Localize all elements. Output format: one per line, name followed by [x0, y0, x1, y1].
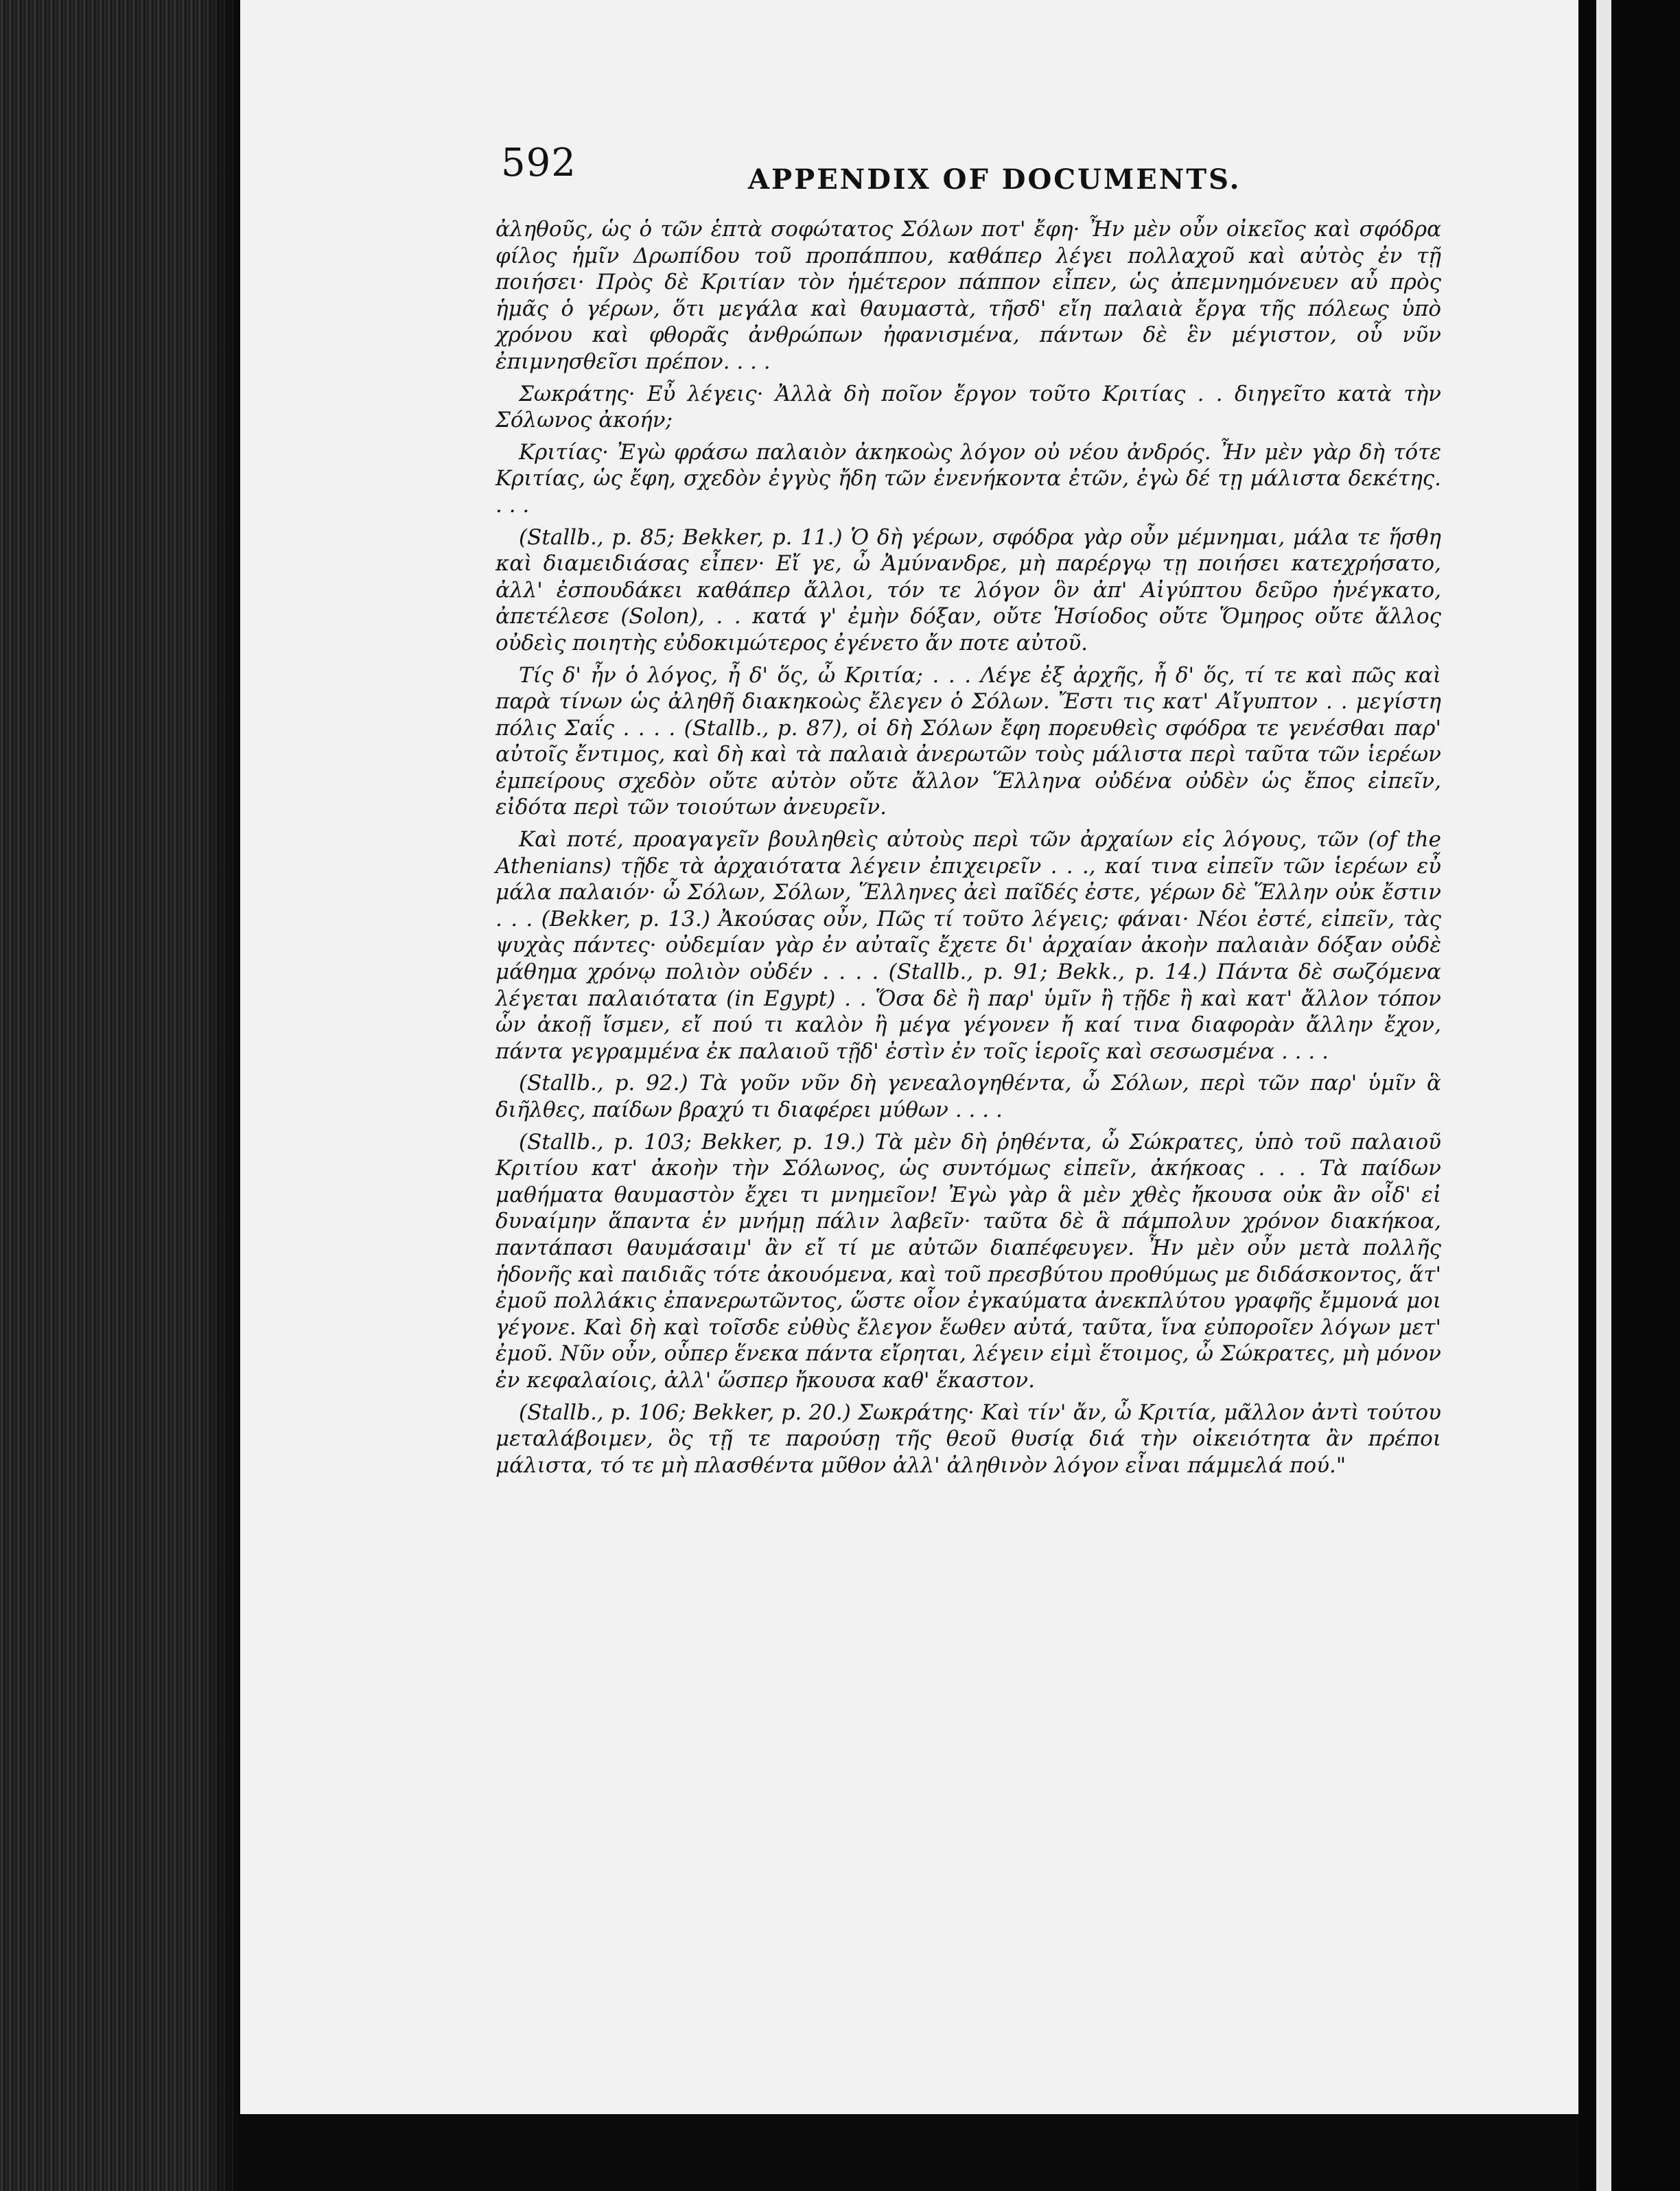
right-margin-dark [1578, 0, 1680, 2191]
adjacent-page-edge [1596, 0, 1611, 2191]
gutter-shadow [199, 0, 240, 2191]
paragraph: ἀληθοῦς, ὡς ὁ τῶν ἑπτὰ σοφώτατος Σόλων ποτ' ἔφη· Ἦν μὲν οὖν οἰκεῖος καὶ σφόδρα φίλος ἡμῖν Δρωπίδου τοῦ προπάππου, καθάπερ λέγει πολλαχοῦ καὶ αὐτὸς ἐν τῇ ποιήσει· Πρὸς δὲ Κριτίαν τὸν ἡμέτερον πάππον εἶπεν, ὡς ἀπεμνημόνευεν αὖ πρὸς ἡμᾶς ὁ γέρων, ὅτι μεγάλα καὶ θαυμαστὰ, τῆσδ' εἴη παλαιὰ ἔργα τῆς πόλεως ὑπὸ χρόνου καὶ φθορᾶς ἀνθρώπων ἠφανισμένα, πάντων δὲ ἓν μέγιστον, οὗ νῦν ἐπιμνησθεῖσι πρέπον. . . . [495, 217, 1441, 374]
paragraph: (Stallb., p. 106; Bekker, p. 20.) Σωκράτης· Καὶ τίν' ἄν, ὦ Κριτία, μᾶλλον ἀντὶ τούτου μεταλάβοιμεν, ὃς τῇ τε παρούσῃ τῆς θεοῦ θυσίᾳ διά τὴν οἰκειότητα ἂν πρέποι μάλιστα, τό τε μὴ πλασθέντα μῦθον ἀλλ' ἀληθινὸν λόγον εἶναι πάμμελά πού." [495, 1400, 1441, 1478]
paragraph: Καὶ ποτέ, προαγαγεῖν βουληθεὶς αὐτοὺς περὶ τῶν ἀρχαίων εἰς λόγους, τῶν (of the Athenians) τῇδε τὰ ἀρχαιότατα λέγειν ἐπιχειρεῖν . . ., καί τινα εἰπεῖν τῶν ἱερέων εὖ μάλα παλαιόν· ὦ Σόλων, Σόλων, Ἕλληνες ἀεὶ παῖδές ἐστε, γέρων δὲ Ἕλλην οὐκ ἔστιν . . . (Bekker, p. 13.) Ἀκούσας οὖν, Πῶς τί τοῦτο λέγεις; φάναι· Νέοι ἐστέ, εἰπεῖν, τὰς ψυχὰς πάντες· οὐδεμίαν γὰρ ἐν αὐταῖς ἔχετε δι' ἀρχαίαν ἀκοὴν παλαιὰν δόξαν οὐδὲ μάθημα χρόνῳ πολιὸν οὐδέν . . . . (Stallb., p. 91; Bekk., p. 14.) Πάντα δὲ σωζόμενα λέγεται παλαιότατα (in Egypt) . . Ὅσα δὲ ἢ παρ' ὑμῖν ἢ τῇδε ἢ καὶ κατ' ἄλλον τόπον ὧν ἀκοῇ ἴσμεν, εἴ πού τι καλὸν ἢ μέγα γέγονεν ἤ καί τινα διαφορὰν ἄλλην ἔχον, πάντα γεγραμμένα ἐκ παλαιοῦ τῇδ' ἐστὶν ἐν τοῖς ἱεροῖς καὶ σεσωσμένα . . . . [495, 827, 1441, 1064]
body-text [495, 216, 1441, 1479]
paragraph: Σωκράτης· Εὖ λέγεις· Ἀλλὰ δὴ ποῖον ἔργον τοῦτο Κριτίας . . διηγεῖτο κατὰ τὴν Σόλωνος ἀκοήν; [495, 381, 1441, 433]
paragraph: (Stallb., p. 92.) Τὰ γοῦν νῦν δὴ γενεαλογηθέντα, ὦ Σόλων, περὶ τῶν παρ' ὑμῖν ἃ διῆλθες, παίδων βραχύ τι διαφέρει μύθων . . . . [495, 1071, 1441, 1122]
paragraph: Τίς δ' ἦν ὁ λόγος, ἦ δ' ὅς, ὦ Κριτία; . . . Λέγε ἐξ ἀρχῆς, ἦ δ' ὅς, τί τε καὶ πῶς καὶ παρὰ τίνων ὡς ἀληθῆ διακηκοὼς ἔλεγεν ὁ Σόλων. Ἔστι τις κατ' Αἴγυπτον . . μεγίστη πόλις Σαΐς . . . . (Stallb., p. 87), οἱ δὴ Σόλων ἔφη πορευθεὶς σφόδρα τε γενέσθαι παρ' αὐτοῖς ἔντιμος, καὶ δὴ καὶ τὰ παλαιὰ ἀνερωτῶν τοὺς μάλιστα περὶ ταῦτα τῶν ἱερέων ἐμπείρους σχεδὸν οὔτε αὐτὸν οὔτε ἄλλον Ἕλληνα οὐδένα οὐδὲν ὡς ἔπος εἰπεῖν, εἰδότα περὶ τῶν τοιούτων ἀνευρεῖν. [495, 662, 1441, 820]
paragraph: (Stallb., p. 103; Bekker, p. 19.) Τὰ μὲν δὴ ῥηθέντα, ὦ Σώκρατες, ὑπὸ τοῦ παλαιοῦ Κριτίου κατ' ἀκοὴν τὴν Σόλωνος, ὡς συντόμως εἰπεῖν, ἀκήκοας . . . Τὰ παίδων μαθήματα θαυμαστὸν ἔχει τι μνημεῖον! Ἐγὼ γὰρ ἃ μὲν χθὲς ἤκουσα οὐκ ἂν οἶδ' εἰ δυναίμην ἅπαντα ἐν μνήμῃ πάλιν λαβεῖν· ταῦτα δὲ ἃ πάμπολυν χρόνον διακήκοα, παντάπασι θαυμάσαιμ' ἂν εἴ τί με αὐτῶν διαπέφευγεν. Ἦν μὲν οὖν μετὰ πολλῆς ἡδονῆς καὶ παιδιᾶς τότε ἀκουόμενα, καὶ τοῦ πρεσβύτου προθύμως με διδάσκοντος, ἅτ' ἐμοῦ πολλάκις ἐπανερωτῶντος, ὥστε οἷον ἐγκαύματα ἀνεκπλύτου γραφῆς ἔμμονά μοι γέγονε. Καὶ δὴ καὶ τοῖσδε εὐθὺς ἔλεγον ἕωθεν αὐτά, ταῦτα, ἵνα εὐποροῖεν λόγων μετ' ἐμοῦ. Νῦν οὖν, οὗπερ ἕνεκα πάντα εἴρηται, λέγειν εἰμὶ ἕτοιμος, ὦ Σώκρατες, μὴ μόνον ἐν κεφαλαίοις, ἀλλ' ὥσπερ ἤκουσα καθ' ἕκαστον. [495, 1129, 1441, 1393]
paragraph: (Stallb., p. 85; Bekker, p. 11.) Ὁ δὴ γέρων, σφόδρα γὰρ οὖν μέμνημαι, μάλα τε ἥσθη καὶ διαμειδιάσας εἶπεν· Εἴ γε, ὦ Ἀμύνανδρε, μὴ παρέργῳ τῃ ποιήσει κατεχρήσατο, ἀλλ' ἐσπουδάκει καθάπερ ἄλλοι, τόν τε λόγον ὃν ἀπ' Αἰγύπτου δεῦρο ἠνέγκατο, ἀπετέλεσε (Solon), . . κατά γ' ἐμὴν δόξαν, οὔτε Ἡσίοδος οὔτε Ὅμηρος οὔτε ἄλλος οὐδεὶς ποιητὴς εὐδοκιμώτερος ἐγένετο ἄν ποτε αὐτοῦ. [495, 524, 1441, 656]
page-number: 592 [501, 141, 576, 185]
paragraph: Κριτίας· Ἐγὼ φράσω παλαιὸν ἀκηκοὼς λόγον οὐ νέου ἀνδρός. Ἦν μὲν γὰρ δὴ τότε Κριτίας, ὡς ἔφη, σχεδὸν ἐγγὺς ἤδη τῶν ἐνενήκοντα ἐτῶν, ἐγὼ δέ τῃ μάλιστα δεκέτης. . . . [495, 439, 1441, 518]
running-head: APPENDIX OF DOCUMENTS. [748, 163, 1241, 196]
